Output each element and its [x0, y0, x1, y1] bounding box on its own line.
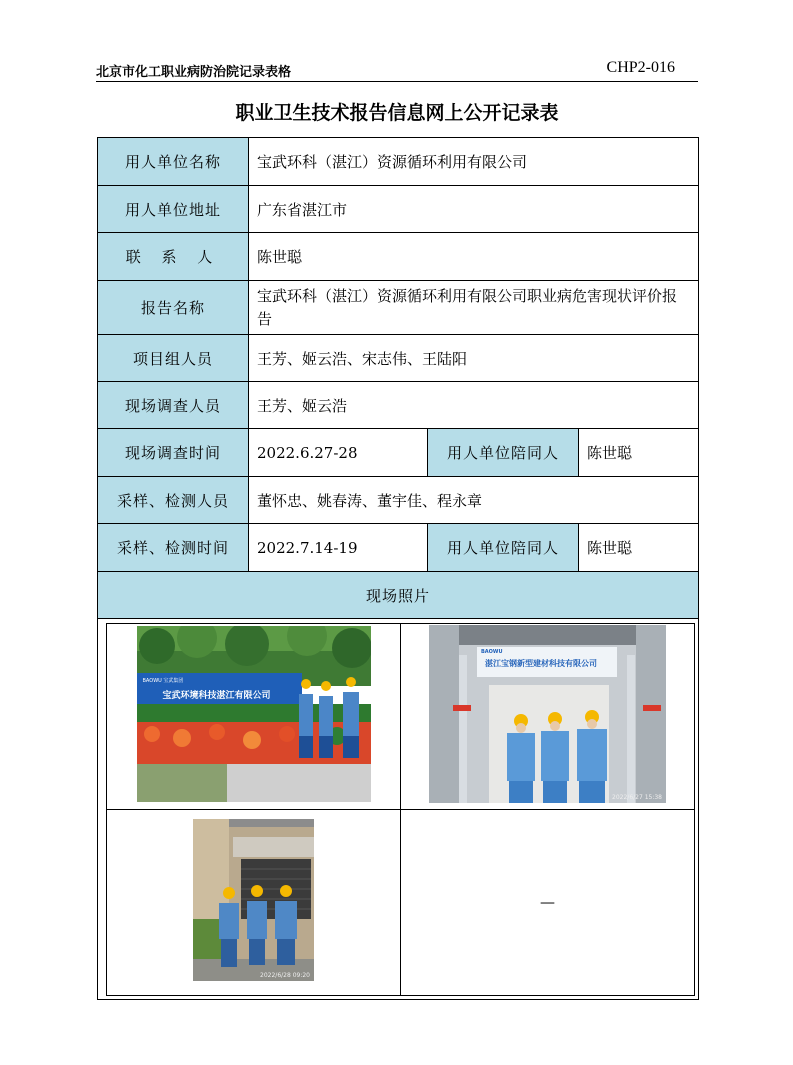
sampling-time-label: 采样、检测时间: [98, 524, 249, 572]
site-photo-1-image: [137, 626, 371, 802]
employer-name-value: 宝武环科（湛江）资源循环利用有限公司: [249, 138, 699, 186]
row-report-name: [98, 281, 699, 335]
site-photo-2: [429, 625, 666, 803]
row-employer-address: [98, 186, 699, 233]
page-title: 职业卫生技术报告信息网上公开记录表: [235, 102, 559, 124]
row-sampling-time: [98, 524, 699, 572]
survey-time-value: 2022.6.27-28: [249, 429, 428, 477]
contact-label: 联 系 人: [98, 233, 249, 281]
header-divider: [96, 81, 698, 82]
sampling-time-value: 2022.7.14-19: [249, 524, 428, 572]
site-photo-1: [137, 626, 371, 802]
sampling-staff-label: 采样、检测人员: [98, 477, 249, 524]
row-photos: [98, 619, 699, 1000]
photo-grid: [106, 623, 695, 996]
row-team: [98, 335, 699, 382]
photo-cell-2: [401, 623, 695, 809]
survey-staff-value: 王芳、姬云浩: [249, 382, 699, 429]
photos-cell: [98, 619, 699, 1000]
photo2-timestamp: 2022/6/27 15:38: [612, 794, 662, 801]
sampling-companion-value: 陈世聪: [579, 524, 699, 572]
form-code: CHP2-016: [606, 59, 675, 76]
survey-staff-label: 现场调查人员: [98, 382, 249, 429]
record-table: [97, 137, 699, 1000]
row-sampling-staff: [98, 477, 699, 524]
photo-cell-1: [107, 623, 401, 809]
row-survey-time: [98, 429, 699, 477]
photos-section-label: 现场照片: [98, 572, 699, 619]
row-survey-staff: [98, 382, 699, 429]
empty-photo-dash: —: [540, 893, 555, 911]
employer-address-label: 用人单位地址: [98, 186, 249, 233]
photo3-timestamp: 2022/6/28 09:20: [260, 972, 310, 979]
row-contact: [98, 233, 699, 281]
survey-time-label: 现场调查时间: [98, 429, 249, 477]
site-photo-3-image: [193, 819, 314, 981]
team-value: 王芳、姬云浩、宋志伟、王陆阳: [249, 335, 699, 382]
site-photo-3: [193, 819, 314, 981]
employer-name-label: 用人单位名称: [98, 138, 249, 186]
contact-value: 陈世聪: [249, 233, 699, 281]
report-name-label: 报告名称: [98, 281, 249, 335]
row-employer-name: [98, 138, 699, 186]
photo1-logo-text: BAOWU 宝武集团: [142, 678, 184, 684]
sampling-companion-label: 用人单位陪同人: [428, 524, 579, 572]
photo2-logo-text: BAOWU: [481, 649, 503, 655]
photo2-sign-text: 湛江宝钢新型建材科技有限公司: [485, 659, 597, 668]
sampling-staff-value: 董怀忠、姚春涛、董宇佳、程永章: [249, 477, 699, 524]
photo1-sign-text: 宝武环境科技湛江有限公司: [162, 691, 271, 701]
employer-address-value: 广东省湛江市: [249, 186, 699, 233]
org-header: 北京市化工职业病防治院记录表格: [96, 65, 292, 80]
row-photos-header: [98, 572, 699, 619]
team-label: 项目组人员: [98, 335, 249, 382]
site-photo-2-image: [429, 625, 666, 803]
photo-cell-3: [107, 809, 401, 995]
report-name-value: 宝武环科（湛江）资源循环利用有限公司职业病危害现状评价报告: [249, 281, 699, 335]
survey-companion-label: 用人单位陪同人: [428, 429, 579, 477]
photo-cell-4-empty: [401, 809, 695, 995]
survey-companion-value: 陈世聪: [579, 429, 699, 477]
